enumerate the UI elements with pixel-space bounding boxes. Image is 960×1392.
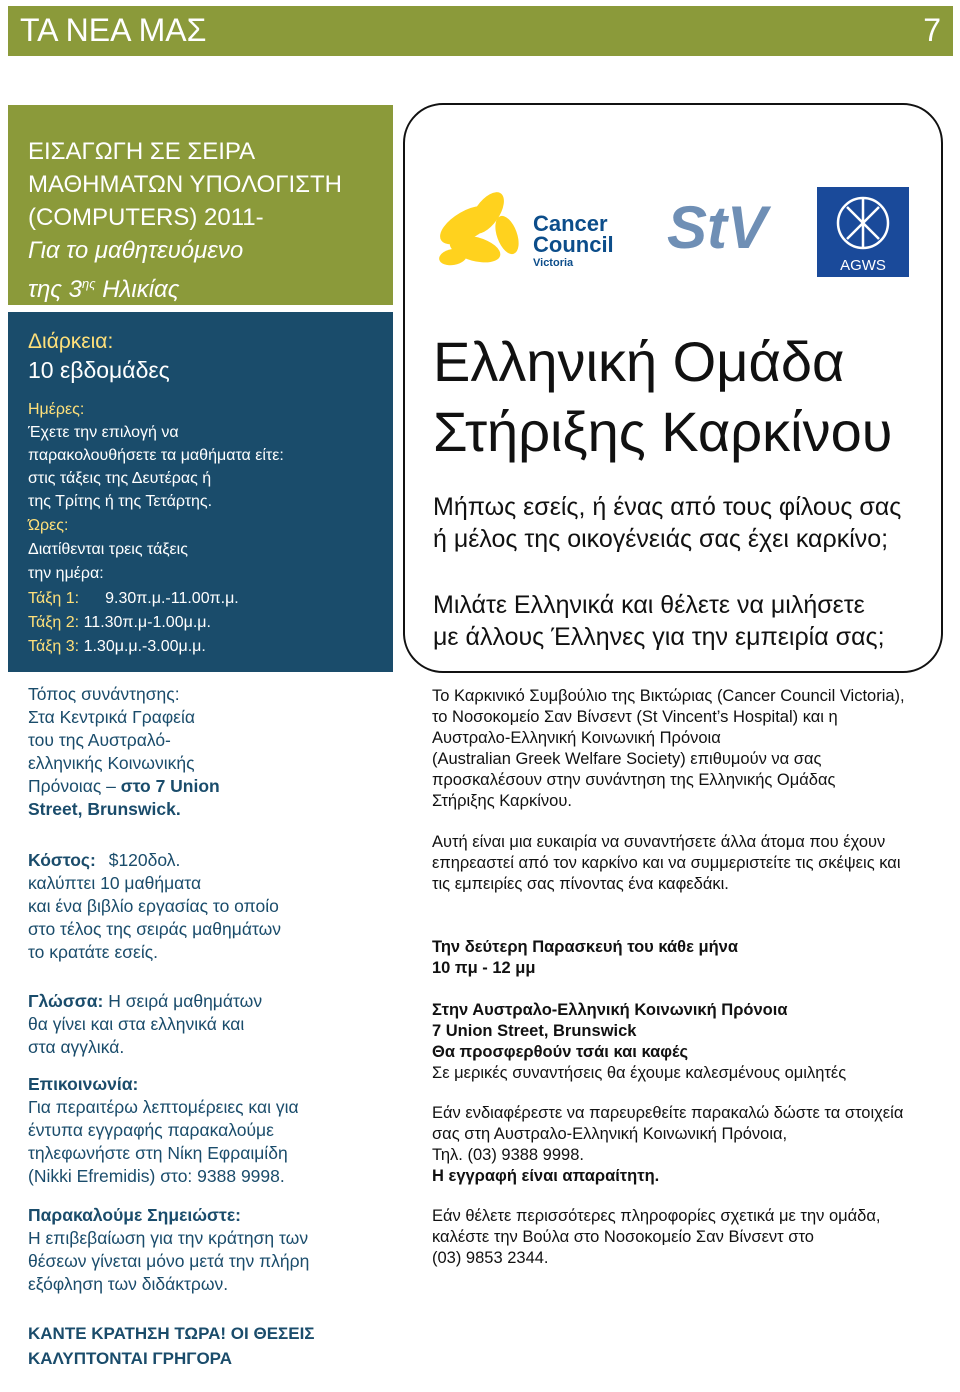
svg-text:AGWS: AGWS (840, 257, 886, 274)
svg-text:Council: Council (533, 232, 614, 257)
agws-logo (817, 187, 909, 277)
days-text: Έχετε την επιλογή να (28, 424, 179, 441)
language: Γλώσσα: Η σειρά μαθημάτων θα γίνει και στα ελληνικά και στα αγγλικά. (28, 991, 263, 1057)
support-group-box (403, 103, 943, 673)
support-group-heading: Ελληνική Ομάδα Στήριξης Καρκίνου (433, 330, 893, 463)
hours-text: την ημέρα: (28, 565, 104, 582)
svg-text:Cancer: Cancer (533, 211, 608, 236)
question-2: Μιλάτε Ελληνικά και θέλετε να μιλήσετε με άλλους Έλληνες για την εμπειρία σας; (433, 591, 885, 651)
computer-course-title-box (8, 105, 393, 305)
class-3: Τάξη 3: 1.30μ.μ.-3.00μ.μ. (28, 638, 206, 655)
title-line: ΕΙΣΑΓΩΓΗ ΣΕ ΣΕΙΡΑ (28, 138, 256, 165)
opportunity-paragraph: Αυτή είναι μια ευκαιρία να συναντήσετε άλλα άτομα που έχουν επηρεαστεί από τον καρκίνο και να συμμεριστείτε τις σκέψεις και τις εμπειρίες σας πίνοντας ένα καφεδάκι. (432, 833, 901, 893)
svg-text:StV: StV (667, 194, 768, 260)
title-line: (COMPUTERS) 2011- (28, 204, 264, 231)
page-number: 7 (923, 12, 941, 48)
question-1: Μήπως εσείς, ή ένας από τους φίλους σας ή μέλος της οικογένειάς σας έχει καρκίνο; (433, 493, 902, 553)
class-2: Τάξη 2: 11.30π.μ-1.00μ.μ. (28, 614, 211, 631)
meeting-location: Στην Αυστραλο-Ελληνική Κοινωνική Πρόνοια 7 Union Street, Brunswick Θα προσφερθούν τσάι και καφές Σε μερικές συναντήσεις θα έχουμε καλεσμένους ομιλητές (432, 1001, 847, 1082)
days-label: Ημέρες: (28, 401, 85, 418)
days-text: παρακολουθήσετε τα μαθήματα είτε: (28, 447, 284, 464)
st-vincents-logo (665, 190, 795, 260)
class-1: Τάξη 1: 9.30π.μ.-11.00π.μ. (28, 590, 239, 607)
title-line: ΜΑΘΗΜΑΤΩΝ ΥΠΟΛΟΓΙΣΤΗ (28, 171, 342, 198)
contact: Επικοινωνία: Για περαιτέρω λεπτομέρειες και για έντυπα εγγραφής παρακαλούμε τηλεφωνήστε στη Νίκη Εφραιμίδη (Nikki Efremidis) στο: 9388 9998. (28, 1074, 299, 1186)
title-line: Για το μαθητευόμενο (28, 237, 244, 264)
note: Παρακαλούμε Σημειώστε: Η επιβεβαίωση για την κράτηση των θέσεων γίνεται μόνο μετά την πλήρη εξόφληση των διδάκτρων. (28, 1205, 310, 1294)
invitation-paragraph: Το Καρκινικό Συμβούλιο της Βικτώριας (Cancer Council Victoria), το Νοσοκομείο Σαν Βίνσεντ (St Vincent’s Hospital) και η Αυστραλο-Ελληνική Κοινωνική Πρόνοια (Australian Greek Welfare Society) επιθυμούν να σας προσκαλέσουν στην συνάντηση της Ελληνικής Ομάδας Στήριξης Καρκίνου. (432, 687, 905, 810)
meeting-place: Τόπος συνάντησης: Στα Κεντρικά Γραφεία του της Αυστραλό- ελληνικής Κοινωνικής Πρόνοιας – στο 7 Union Street, Brunswick. (28, 684, 220, 819)
header-title: ΤΑ ΝΕΑ ΜΑΣ (20, 12, 207, 48)
duration-label: Διάρκεια: (28, 330, 114, 353)
cost: Κόστος: $120δολ. καλύπτει 10 μαθήματα και ένα βιβλίο εργασίας το οποίο στο τέλος της σειράς μαθημάτων το κρατάτε εσείς. (28, 850, 282, 962)
registration: Εάν ενδιαφέρεστε να παρευρεθείτε παρακαλώ δώστε τα στοιχεία σας στη Αυστραλο-Ελληνική Κοινωνική Πρόνοια, Τηλ. (03) 9388 9998. Η εγγραφή είναι απαραίτητη. (432, 1104, 904, 1185)
hours-text: Διατίθενται τρεις τάξεις (28, 541, 188, 558)
meeting-time: Την δεύτερη Παρασκευή του κάθε μήνα 10 πμ - 12 μμ (432, 938, 738, 977)
call-to-action: ΚΑΝΤΕ ΚΡΑΤΗΣΗ ΤΩΡΑ! ΟΙ ΘΕΣΕΙΣ ΚΑΛΥΠΤΟΝΤΑΙ ΓΡΗΓΟΡΑ (28, 1324, 315, 1368)
hours-label: Ώρες: (28, 517, 69, 534)
svg-text:Victoria: Victoria (533, 257, 574, 269)
cancer-council-logo (435, 185, 635, 285)
duration-value: 10 εβδομάδες (28, 357, 170, 383)
page-header (8, 6, 953, 56)
title-line: της $3^{\eta\varsigma}$ Ηλικίας (28, 276, 180, 303)
more-info: Εάν θέλετε περισσότερες πληροφορίες σχετικά με την ομάδα, καλέστε την Βούλα στο Νοσοκομείο Σαν Βίνσεντ στο (03) 9853 2344. (432, 1207, 881, 1267)
days-text: στις τάξεις της Δευτέρας ή (28, 470, 212, 487)
course-details-box (8, 312, 393, 672)
days-text: της Τρίτης ή της Τετάρτης. (28, 493, 213, 510)
